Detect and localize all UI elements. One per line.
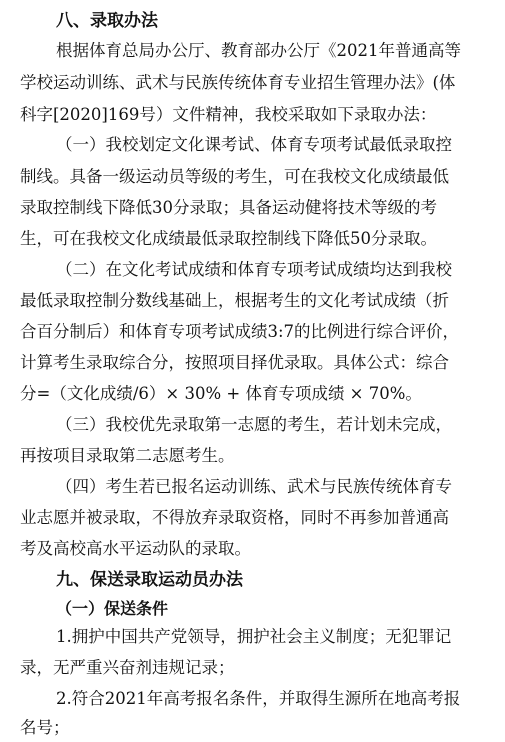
item1-line-4: 生，可在我校文化成绩最低录取控制线下降低50分录取。 xyxy=(20,229,437,248)
item1-line-3: 录取控制线下降低30分录取；具备运动健将技术等级的考 xyxy=(20,198,437,217)
item3-line-1: （三）我校优先录取第一志愿的考生，若计划未完成， xyxy=(56,415,452,434)
item2-line-3: 合百分制后）和体育专项考试成绩3:7的比例进行综合评价， xyxy=(20,322,460,341)
intro-line-1: 根据体育总局办公厅、教育部办公厅《2021年普通高等 xyxy=(56,41,461,60)
cond1-line-1: 1.拥护中国共产党领导，拥护社会主义制度；无犯罪记 xyxy=(56,627,452,646)
item4-line-2: 业志愿并被录取，不得放弃录取资格，同时不再参加普通高 xyxy=(20,508,449,527)
cond2-line-1: 2.符合2021年高考报名条件，并取得生源所在地高考报 xyxy=(56,689,461,708)
intro-line-3: 科字[2020]169号）文件精神，我校采取如下录取办法： xyxy=(20,105,437,124)
item2-line-4: 计算考生录取综合分，按照项目择优录取。具体公式：综合 xyxy=(20,353,449,372)
intro-line-2: 学校运动训练、武术与民族传统体育专业招生管理办法》(体 xyxy=(20,73,456,92)
item1-line-2: 制线。具备一级运动员等级的考生，可在我校文化成绩最低 xyxy=(20,167,449,186)
item3-line-2: 再按项目录取第二志愿考生。 xyxy=(20,446,235,465)
cond1-line-2: 录，无严重兴奋剂违规记录； xyxy=(20,658,235,677)
item2-line-2: 最低录取控制分数线基础上，根据考生的文化考试成绩（折 xyxy=(20,291,449,310)
item4-line-3: 考及高校高水平运动队的录取。 xyxy=(20,539,251,558)
section-9-heading: 九、保送录取运动员办法 xyxy=(56,570,243,590)
item2-line-5: 分=（文化成绩/6）× 30% + 体育专项成绩 × 70%。 xyxy=(20,384,422,403)
item2-line-1: （二）在文化考试成绩和体育专项考试成绩均达到我校 xyxy=(56,260,452,279)
item1-line-1: （一）我校划定文化课考试、体育专项考试最低录取控 xyxy=(56,135,452,154)
item4-line-1: （四）考生若已报名运动训练、武术与民族传统体育专 xyxy=(56,477,452,496)
conditions-subheading: （一）保送条件 xyxy=(56,599,169,618)
cond2-line-2: 名号； xyxy=(20,718,70,737)
section-8-heading: 八、录取办法 xyxy=(56,11,158,31)
